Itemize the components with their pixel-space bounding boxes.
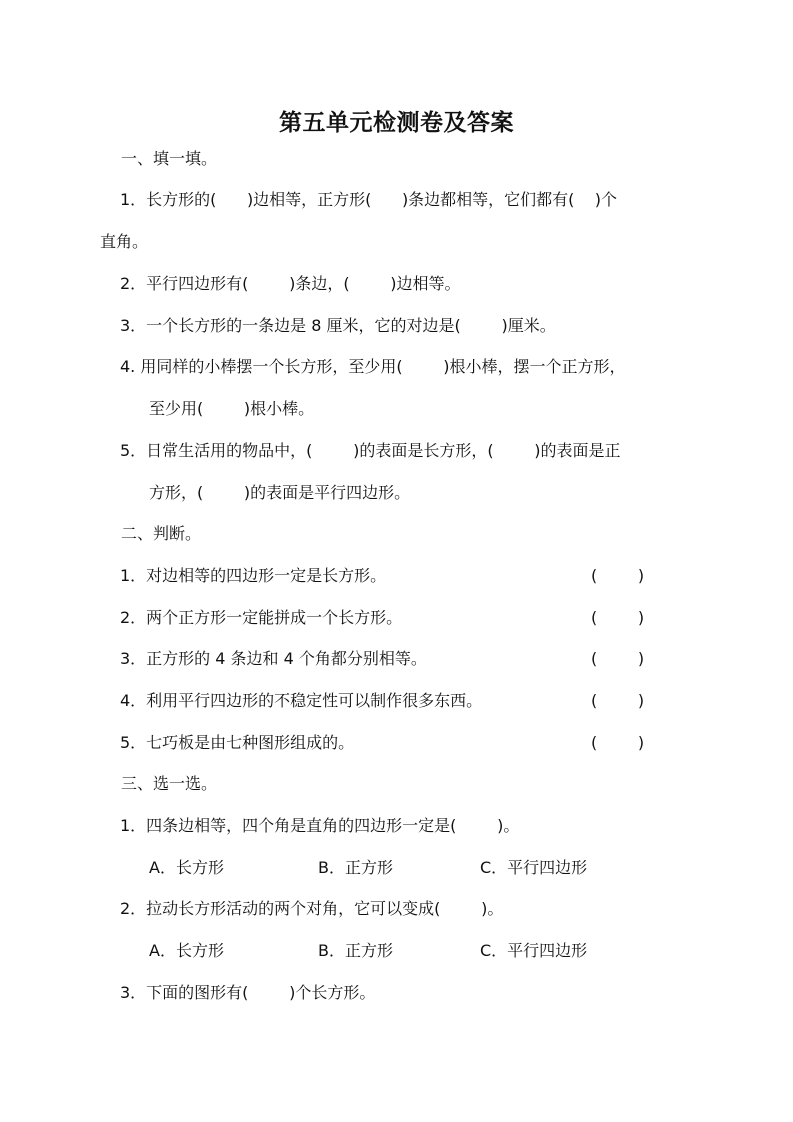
choose-question-1: 1．四条边相等，四个角是直角的四边形一定是( )。: [120, 816, 520, 835]
section-heading-choose: 三、选一选。: [121, 774, 218, 793]
fill-question-1: 1．长方形的( )边相等，正方形( )条边都相等，它们都有( )个: [120, 190, 618, 209]
answer-blank: ( ): [591, 733, 645, 752]
option-a: A．长方形: [149, 941, 224, 960]
option-b: B．正方形: [318, 858, 393, 877]
section-heading-fill: 一、填一填。: [121, 149, 218, 168]
fill-question-3: 3．一个长方形的一条边是 8 厘米，它的对边是( )厘米。: [120, 316, 556, 335]
fill-question-5-cont: 方形，( )的表面是平行四边形。: [149, 483, 411, 502]
choose-question-3: 3．下面的图形有( )个长方形。: [120, 983, 376, 1002]
fill-question-2: 2．平行四边形有( )条边，( )边相等。: [120, 274, 461, 293]
judge-question-1: 1．对边相等的四边形一定是长方形。: [120, 566, 387, 585]
page-title: 第五单元检测卷及答案: [279, 110, 514, 136]
fill-question-5: 5．日常生活用的物品中，( )的表面是长方形，( )的表面是正: [120, 441, 621, 460]
judge-question-3: 3．正方形的 4 条边和 4 个角都分别相等。: [120, 649, 427, 668]
choose-question-2: 2．拉动长方形活动的两个对角，它可以变成( )。: [120, 899, 504, 918]
judge-question-2: 2．两个正方形一定能拼成一个长方形。: [120, 608, 403, 627]
fill-question-1-cont: 直角。: [100, 232, 149, 251]
fill-question-4-cont: 至少用( )根小棒。: [149, 399, 315, 418]
judge-question-4: 4．利用平行四边形的不稳定性可以制作很多东西。: [120, 691, 483, 710]
answer-blank: ( ): [591, 649, 645, 668]
option-b: B．正方形: [318, 941, 393, 960]
answer-blank: ( ): [591, 566, 645, 585]
fill-question-4: 4. 用同样的小棒摆一个长方形，至少用( )根小棒，摆一个正方形，: [120, 357, 626, 376]
judge-question-5: 5．七巧板是由七种图形组成的。: [120, 733, 355, 752]
answer-blank: ( ): [591, 608, 645, 627]
option-c: C．平行四边形: [480, 941, 588, 960]
section-heading-judge: 二、判断。: [121, 524, 202, 543]
option-a: A．长方形: [149, 858, 224, 877]
answer-blank: ( ): [591, 691, 645, 710]
option-c: C．平行四边形: [480, 858, 588, 877]
